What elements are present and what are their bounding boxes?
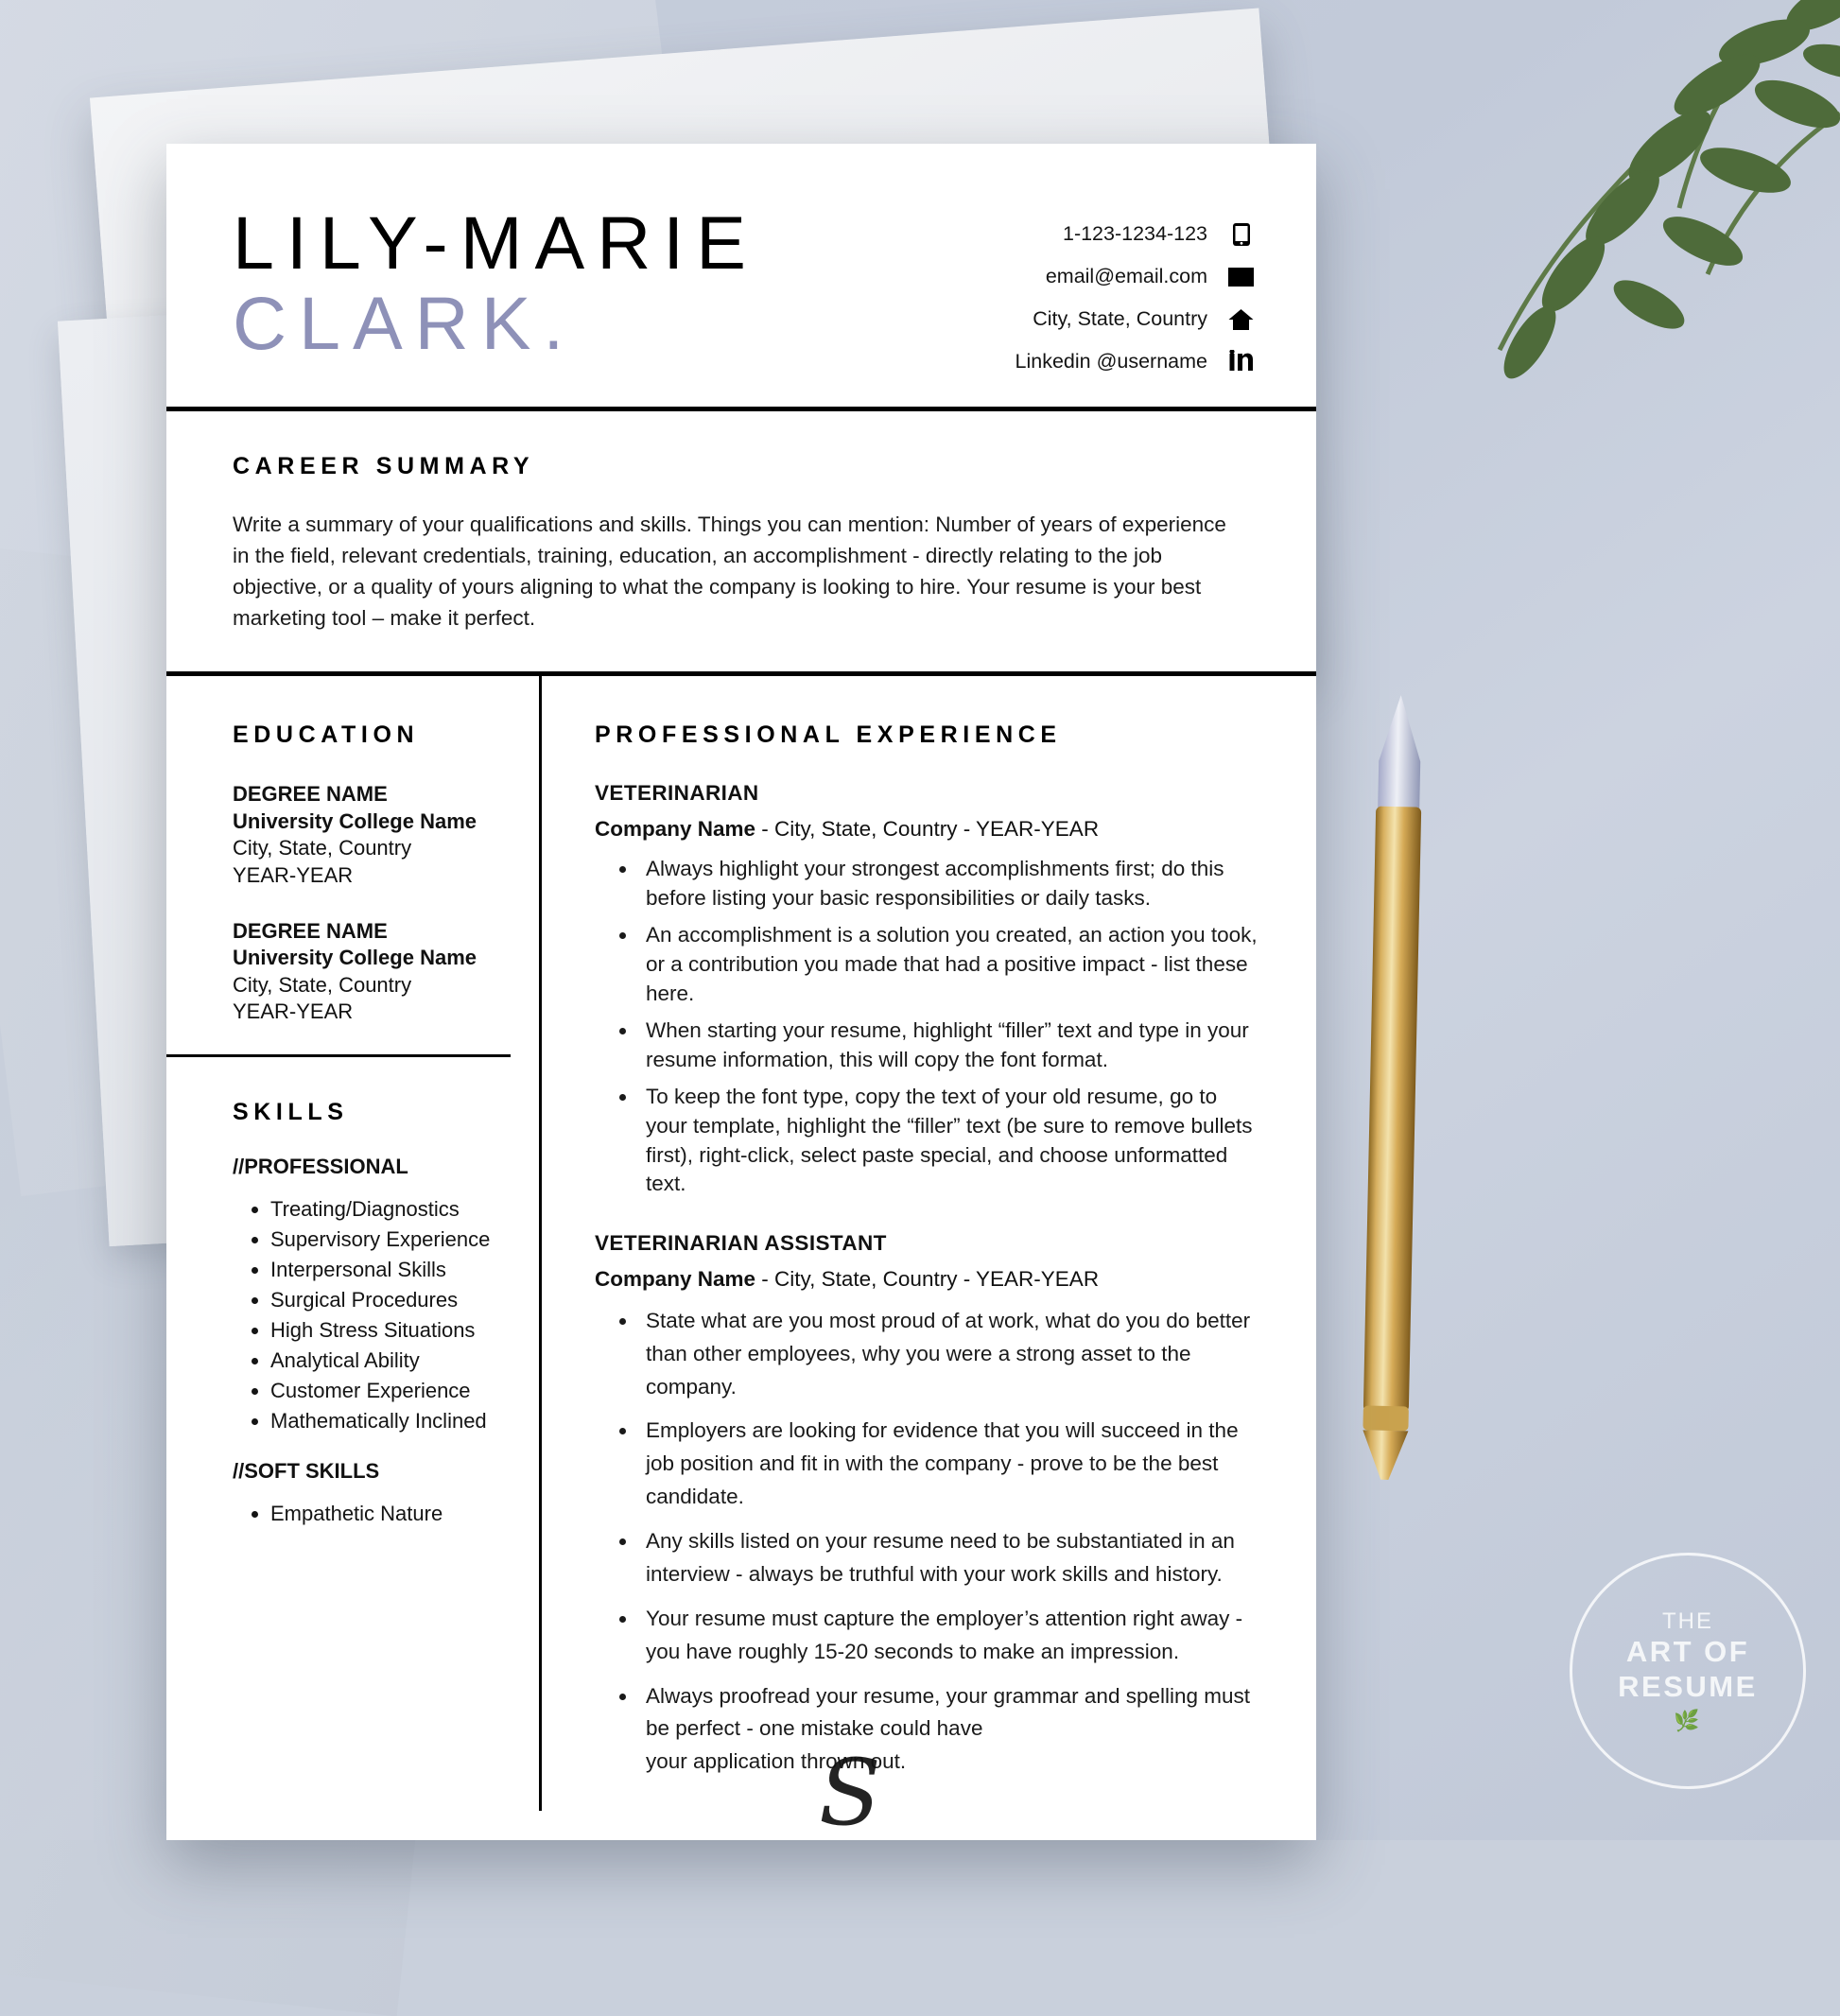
job-location-years: - City, State, Country - YEAR-YEAR [755, 1266, 1100, 1291]
leaf-icon: 🌿 [1674, 1708, 1702, 1732]
list-item: • Treating/Diagnostics [270, 1196, 511, 1223]
linkedin-icon [1228, 349, 1254, 374]
job-meta [595, 1267, 1259, 1292]
list-item: • Empathetic Nature [270, 1501, 511, 1527]
skills-group-label: //PROFESSIONAL [233, 1155, 408, 1178]
olive-branch-decoration [1273, 0, 1840, 501]
experience-item [595, 1231, 1259, 1779]
list-item: • Your resume must capture the employer’s attention right away - you have roughly 15-20 seconds to make an impression. [638, 1603, 1259, 1669]
list-item: • Supervisory Experience [270, 1226, 511, 1253]
job-title: VETERINARIAN [595, 781, 759, 806]
contact-linkedin-text: Linkedin @username [1015, 350, 1207, 373]
list-item: • Employers are looking for evidence that you will succeed in the job position and fit in with the company - prove to be the best candidate. [638, 1415, 1259, 1514]
name-block [233, 200, 758, 368]
contact-location[interactable] [1033, 306, 1254, 332]
resume-header [166, 144, 1316, 407]
watermark-line-2: ART OF [1625, 1635, 1750, 1669]
list-item: • An accomplishment is a solution you created, an action you took, or a contribution you made that had a positive impact - list these here. [638, 921, 1259, 1008]
education-item [233, 781, 511, 889]
list-item: • Always highlight your strongest accomplishments first; do this before listing your basic responsibilities or daily tasks. [638, 855, 1259, 912]
job-meta [595, 817, 1259, 842]
skills-group-label: //SOFT SKILLS [233, 1458, 380, 1483]
career-summary-text: Write a summary of your qualifications and skills. Things you can mention: Number of years of experience in the field, relevant credentials, training, education, an accomplishment - directly relating to the job objective, or a quality of yours aligning to what the company is looking to hire. Your resume is your best marketing tool – make it perfect. [233, 513, 1226, 631]
education-years: YEAR-YEAR [233, 863, 354, 888]
left-column [166, 676, 542, 1811]
home-icon [1228, 306, 1254, 332]
career-summary-heading: CAREER SUMMARY [233, 453, 535, 479]
list-item: • Interpersonal Skills [270, 1257, 511, 1283]
gold-pen [1339, 694, 1446, 1481]
contact-phone-text: 1-123-1234-123 [1062, 222, 1207, 245]
list-item: • Customer Experience [270, 1378, 511, 1404]
job-title: VETERINARIAN ASSISTANT [595, 1230, 887, 1255]
education-school: University College Name [233, 808, 477, 833]
education-location: City, State, Country [233, 836, 412, 860]
mobile-phone-icon [1228, 221, 1254, 247]
job-bullets [595, 1305, 1259, 1779]
job-company: Company Name [595, 817, 756, 842]
last-name: CLARK. [233, 281, 577, 366]
list-item-text: Always proofread your resume, your grammar and spelling must be perfect - one mistake could have [646, 1683, 1251, 1741]
first-name: LILY-MARIE [233, 200, 758, 285]
list-item: • Analytical Ability [270, 1347, 511, 1374]
list-item: • Surgical Procedures [270, 1287, 511, 1313]
resume-document [166, 144, 1316, 1840]
career-summary-section [166, 411, 1316, 671]
list-item: • When starting your resume, highlight “filler” text and type in your resume information, this will copy the font format. [638, 1017, 1259, 1074]
contact-phone[interactable] [1063, 221, 1254, 247]
contact-email-text: email@email.com [1045, 265, 1207, 287]
job-bullets [595, 855, 1259, 1199]
job-location-years: - City, State, Country - YEAR-YEAR [755, 817, 1100, 842]
contact-email[interactable] [1046, 264, 1254, 289]
list-item-text-continued: your application thrown out. [646, 1749, 907, 1774]
list-item: • State what are you most proud of at work, what do you do better than other employees, why you were a strong asset to the company. [638, 1305, 1259, 1404]
experience-section [542, 676, 1316, 1811]
list-item: • To keep the font type, copy the text of your old resume, go to your template, highlight the “filler” text (be sure to remove bullets first), right-click, select paste special, and choose unformatted text. [638, 1083, 1259, 1198]
education-degree: DEGREE NAME [233, 782, 388, 807]
education-location: City, State, Country [233, 972, 412, 997]
education-years: YEAR-YEAR [233, 999, 354, 1024]
experience-heading: PROFESSIONAL EXPERIENCE [595, 721, 1062, 749]
contact-linkedin[interactable] [1015, 349, 1255, 374]
list-item: • High Stress Situations [270, 1317, 511, 1344]
list-item: • Any skills listed on your resume need to be substantiated in an interview - always be truthful with your work skills and history. [638, 1525, 1259, 1591]
list-item [638, 1680, 1259, 1780]
education-section [166, 676, 539, 1026]
resume-body [166, 676, 1316, 1811]
education-item [233, 918, 511, 1026]
education-degree: DEGREE NAME [233, 918, 388, 943]
signature-mark: S [819, 1740, 881, 1840]
watermark-line-3: RESUME [1618, 1670, 1758, 1704]
contact-location-text: City, State, Country [1033, 307, 1207, 330]
contact-list [1015, 221, 1255, 374]
watermark-line-1: THE [1662, 1608, 1713, 1634]
skills-list-professional [233, 1196, 511, 1434]
list-item: • Mathematically Inclined [270, 1408, 511, 1434]
skills-heading: SKILLS [233, 1099, 349, 1125]
skills-list-soft [233, 1501, 511, 1527]
skills-section [166, 1057, 539, 1526]
education-school: University College Name [233, 946, 477, 970]
experience-item [595, 781, 1259, 1199]
envelope-icon [1228, 264, 1254, 289]
job-company: Company Name [595, 1266, 756, 1291]
education-heading: EDUCATION [233, 721, 420, 749]
